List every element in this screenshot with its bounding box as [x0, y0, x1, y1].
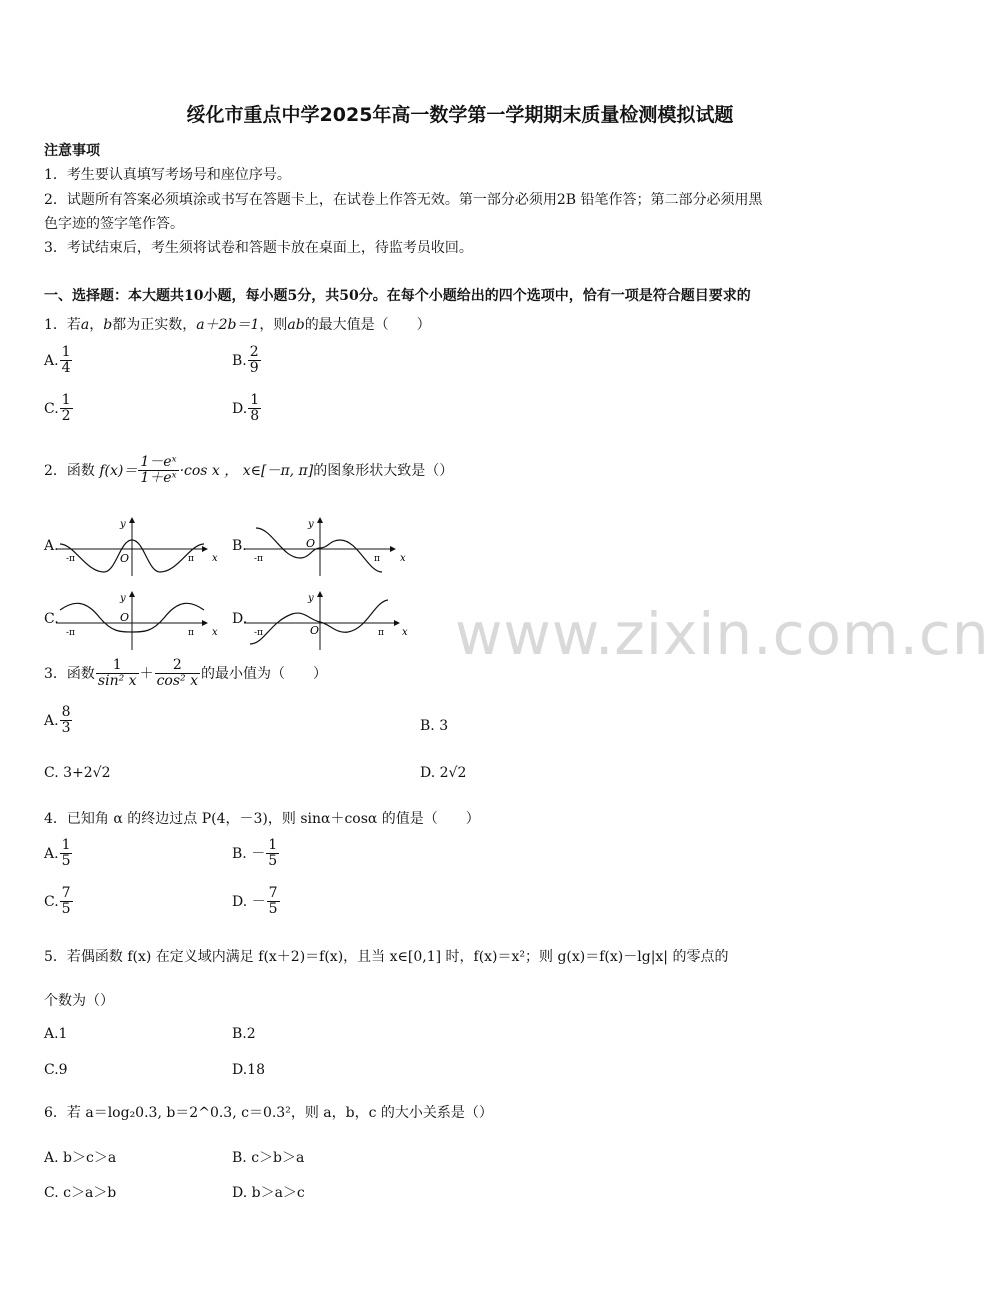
- q2-option-a-label[interactable]: A.: [44, 538, 59, 554]
- graph-b-pi: π: [374, 554, 380, 564]
- graph-a-x-label: x: [212, 553, 218, 564]
- q4-option-d[interactable]: D. － $\frac{7}{5}$: [232, 885, 278, 918]
- graph-d-neg-pi: -π: [254, 628, 263, 638]
- q5-option-b[interactable]: B.2: [232, 1026, 256, 1042]
- q3-option-a[interactable]: A. $\frac{8}{3}$: [44, 704, 71, 737]
- q6-option-b[interactable]: B. c＞b＞a: [232, 1150, 305, 1166]
- graph-a-neg-pi: -π: [66, 554, 75, 564]
- graph-c-neg-pi: -π: [66, 628, 75, 638]
- graph-d-x-label: x: [402, 627, 408, 638]
- graph-d-pi: π: [378, 628, 384, 638]
- notice-item-2-cont: 色字迹的签字笔作答。: [44, 216, 184, 232]
- q2-graph-b[interactable]: [244, 514, 414, 578]
- q2-graph-c[interactable]: [56, 588, 226, 652]
- q1-option-c[interactable]: C. $\frac{1}{2}$: [44, 392, 71, 425]
- q1-option-b[interactable]: B. $\frac{2}{9}$: [232, 344, 259, 377]
- graph-d-origin: O: [310, 624, 320, 637]
- graph-a-pi: π: [188, 554, 194, 564]
- q2-option-b-label[interactable]: B.: [232, 538, 247, 554]
- graph-c-origin: O: [120, 611, 130, 624]
- q6-option-a[interactable]: A. b＞c＞a: [44, 1150, 117, 1166]
- graph-a-origin: O: [120, 552, 130, 565]
- q4-stem: 4．已知角 α 的终边过点 P(4，－3)，则 sinα＋cosα 的值是（ ）: [44, 811, 480, 827]
- watermark: www.zixin.com.cn: [455, 600, 990, 668]
- notice-item-1: 1．考生要认真填写考场号和座位序号。: [44, 167, 291, 183]
- notice-item-2: 2．试题所有答案必须填涂或书写在答题卡上，在试卷上作答无效。第一部分必须用2B 铅笔作答；第二部分必须用黑: [44, 192, 763, 208]
- q6-stem: 6．若 a＝log₂0.3, b＝2^0.3, c＝0.3²，则 a，b，c 的大小关系是（）: [44, 1105, 493, 1121]
- q5-stem-line2: 个数为（）: [44, 993, 114, 1009]
- graph-b-origin: O: [306, 537, 316, 550]
- graph-a-y-label: y: [120, 519, 126, 530]
- section-heading: 一、选择题：本大题共10小题，每小题5分，共50分。在每个小题给出的四个选项中，恰有一项是符合题目要求的: [44, 288, 751, 304]
- q4-option-a[interactable]: A. $\frac{1}{5}$: [44, 837, 71, 870]
- page-title: 绥化市重点中学2025年高一数学第一学期期末质量检测模拟试题: [186, 104, 734, 126]
- q5-option-d[interactable]: D.18: [232, 1062, 265, 1078]
- q4-option-b[interactable]: B. － $\frac{1}{5}$: [232, 837, 278, 870]
- q1-option-d[interactable]: D. $\frac{1}{8}$: [232, 392, 260, 425]
- q2-option-c-label[interactable]: C.: [44, 611, 59, 627]
- notice-item-3: 3．考试结束后，考生须将试卷和答题卡放在桌面上，待监考员收回。: [44, 240, 473, 256]
- q3-option-c[interactable]: C. 3+2√2: [44, 765, 111, 781]
- q3-option-d[interactable]: D. 2√2: [420, 765, 467, 781]
- q6-option-c[interactable]: C. c＞a＞b: [44, 1185, 117, 1201]
- q6-option-d[interactable]: D. b＞a＞c: [232, 1185, 305, 1201]
- q2-stem: 2．函数 f(x)＝ $\frac{\text{1－eˣ}}{\text{1＋eˣ}}$ ·cos x ， x∈[－π, π]的图象形状大致是（）: [44, 454, 454, 487]
- q2-graph-d[interactable]: [244, 588, 414, 652]
- q3-stem: 3．函数 $\frac{1}{\text{sin² x}}$ ＋ $\frac{2}{\text{cos² x}}$ 的最小值为（ ）: [44, 657, 327, 690]
- graph-c-pi: π: [188, 628, 194, 638]
- graph-c-x-label: x: [212, 627, 218, 638]
- q5-option-a[interactable]: A.1: [44, 1026, 68, 1042]
- q2-option-d-label[interactable]: D.: [232, 611, 248, 627]
- graph-b-neg-pi: -π: [254, 554, 263, 564]
- q1-stem: 1．若a，b都为正实数，a＋2b＝1，则ab的最大值是（ ）: [44, 317, 431, 333]
- graph-c-y-label: y: [120, 593, 126, 604]
- graph-b-x-label: x: [400, 553, 406, 564]
- q5-stem-line1: 5．若偶函数 f(x) 在定义域内满足 f(x＋2)＝f(x)，且当 x∈[0,1] 时，f(x)＝x²；则 g(x)＝f(x)－lg|x| 的零点的: [44, 949, 729, 965]
- q1-option-a[interactable]: A. $\frac{1}{4}$: [44, 344, 71, 377]
- q5-option-c[interactable]: C.9: [44, 1062, 68, 1078]
- graph-d-y-label: y: [308, 593, 314, 604]
- notice-heading: 注意事项: [44, 143, 100, 159]
- q4-option-c[interactable]: C. $\frac{7}{5}$: [44, 885, 71, 918]
- graph-b-y-label: y: [308, 519, 314, 530]
- q3-option-b[interactable]: B. 3: [420, 718, 449, 734]
- q2-graph-a[interactable]: [56, 514, 226, 578]
